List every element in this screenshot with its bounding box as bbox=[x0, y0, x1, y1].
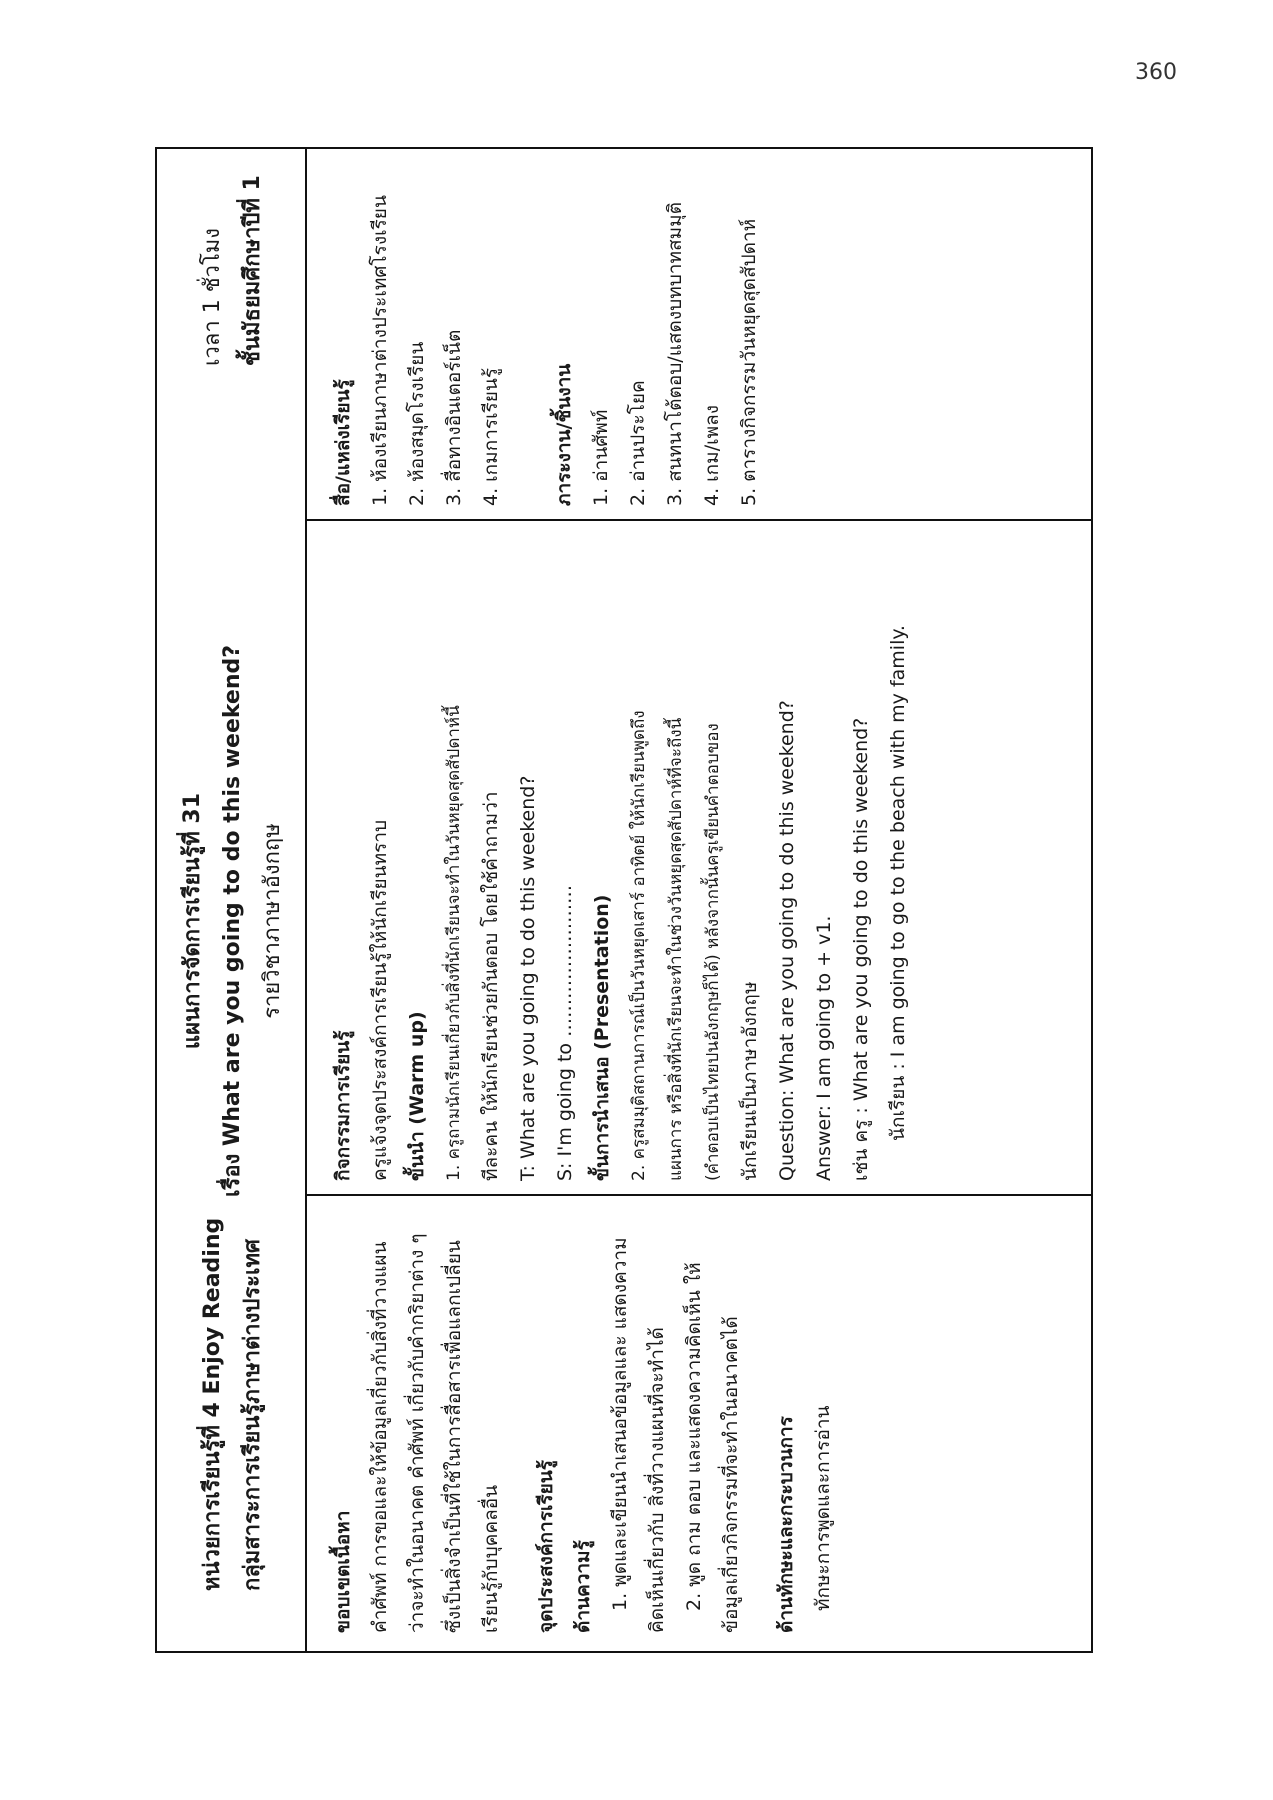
table-header bbox=[157, 149, 307, 1651]
knowledge-line: 2. พูด ถาม ตอบ และแสดงความคิดเห็น ให้ bbox=[683, 1262, 705, 1611]
work-item: 1. อ่านศัพท์ bbox=[590, 409, 612, 506]
work-heading: ภาระงาน/ชิ้นงาน bbox=[553, 363, 575, 506]
skills-line: ทักษะการพูดและการอ่าน bbox=[812, 1405, 834, 1611]
presentation-step: นักเรียนเป็นภาษาอังกฤษ bbox=[739, 981, 761, 1181]
page-number: 360 bbox=[1135, 60, 1177, 85]
presentation-step: (คำตอบเป็นไทยปนอังกฤษก็ได้) หลังจากนั้นครูเขียนคำตอบของ bbox=[703, 723, 723, 1181]
example-student: นักเรียน : I am going to go to the beach with my family. bbox=[887, 625, 909, 1141]
media-item: 1. ห้องเรียนภาษาต่างประเทศโรงเรียน bbox=[369, 195, 391, 506]
example-teacher: เช่น ครู : What are you going to do this weekend? bbox=[850, 717, 872, 1181]
knowledge-heading: ด้านความรู้ bbox=[572, 1540, 594, 1633]
skills-heading: ด้านทักษะและกระบวนการ bbox=[775, 1416, 797, 1633]
table-frame bbox=[155, 147, 1093, 1653]
activities-heading: กิจกรรมการเรียนรู้ bbox=[332, 1030, 354, 1181]
scope-line: เรียนรู้กับบุคคลอื่น bbox=[480, 1484, 502, 1633]
time-label: เวลา 1 ชั่วโมง bbox=[200, 227, 225, 366]
plan-title: แผนการจัดการเรียนรู้ที่ 31 bbox=[180, 792, 205, 1050]
right-column bbox=[325, 154, 768, 506]
student-response: S: I'm going to …………………… bbox=[554, 884, 576, 1181]
left-column bbox=[325, 1203, 842, 1633]
column-divider-right bbox=[305, 519, 1091, 521]
scope-line: ว่าจะทำในอนาคต คำศัพท์ เกี่ยวกับคำกริยาต่าง ๆ bbox=[406, 1233, 428, 1633]
knowledge-line: 1. พูดและเขียนนำเสนอข้อมูลและ แสดงความ bbox=[609, 1237, 631, 1611]
media-item: 4. เกมการเรียนรู้ bbox=[480, 367, 502, 506]
topic-title: เรื่อง What are you going to do this weekend? bbox=[220, 645, 245, 1198]
presentation-step: 2. ครูสมมุติสถานการณ์เป็นวันหยุดเสาร์ อาทิตย์ ให้นักเรียนพูดถึง bbox=[629, 710, 649, 1181]
scope-line: คำศัพท์ การขอและให้ข้อมูลเกี่ยวกับสิ่งที่วางแผน bbox=[369, 1241, 391, 1633]
presentation-step: แผนการ หรือสิ่งที่นักเรียนจะทำในช่วงวันหยุดสุดสัปดาห์ที่จะถึงนี้ bbox=[666, 717, 686, 1181]
scope-line: ซึ่งเป็นสิ่งจำเป็นที่ใช้ในการสื่อสารเพื่อแลกเปลี่ยน bbox=[443, 1240, 465, 1633]
knowledge-line: ข้อมูลเกี่ยวกิจกรรมที่จะทำในอนาคตได้ bbox=[720, 1316, 742, 1633]
presentation-heading: ขั้นการนำเสนอ (Presentation) bbox=[591, 894, 613, 1181]
column-divider-left bbox=[305, 1194, 1091, 1196]
objectives-heading: จุดประสงค์การเรียนรู้ bbox=[535, 1460, 557, 1633]
media-item: 2. ห้องสมุดโรงเรียน bbox=[406, 341, 428, 506]
unit-label: หน่วยการเรียนรู้ที่ 4 Enjoy Reading bbox=[200, 1217, 225, 1591]
grade-level: ชั้นมัธยมศึกษาปีที่ 1 bbox=[240, 175, 265, 366]
middle-column bbox=[325, 526, 917, 1181]
answer-pattern: Answer: I am going to + v1. bbox=[813, 915, 835, 1181]
teacher-prompt: T: What are you going to do this weekend? bbox=[517, 775, 539, 1181]
media-item: 3. สื่อทางอินเตอร์เน็ต bbox=[443, 329, 465, 506]
course-name: รายวิชาภาษาอังกฤษ bbox=[260, 823, 285, 1019]
question-pattern: Question: What are you going to do this weekend? bbox=[776, 700, 798, 1181]
work-item: 2. อ่านประโยค bbox=[627, 380, 649, 506]
knowledge-line: คิดเห็นเกี่ยวกับ สิ่งที่วางแผนที่จะทำได้ bbox=[646, 1327, 668, 1633]
warmup-step: ทีละคน ให้นักเรียนช่วยกันตอบ โดยใช้คำถามว่า bbox=[480, 791, 502, 1181]
lesson-plan-table bbox=[155, 147, 1093, 1653]
work-item: 4. เกม/เพลง bbox=[701, 404, 723, 506]
warmup-heading: ขั้นนำ (Warm up) bbox=[406, 1011, 428, 1181]
work-item: 3. สนทนาโต้ตอบ/แสดงบทบาทสมมุติ bbox=[664, 202, 686, 506]
warmup-step: 1. ครูถามนักเรียนเกี่ยวกับสิ่งที่นักเรียนจะทำในวันหยุดสุดสัปดาห์นี้ bbox=[444, 705, 464, 1181]
work-item: 5. ตารางกิจกรรมวันหยุดสุดสัปดาห์ bbox=[738, 218, 760, 506]
subject-group: กลุ่มสาระการเรียนรู้ภาษาต่างประเทศ bbox=[240, 1239, 265, 1591]
intro-line: ครูแจ้งจุดประสงค์การเรียนรู้ให้นักเรียนทราบ bbox=[369, 819, 391, 1181]
media-heading: สื่อ/แหล่งเรียนรู้ bbox=[332, 379, 354, 506]
scope-heading: ขอบเขตเนื้อหา bbox=[332, 1510, 354, 1633]
